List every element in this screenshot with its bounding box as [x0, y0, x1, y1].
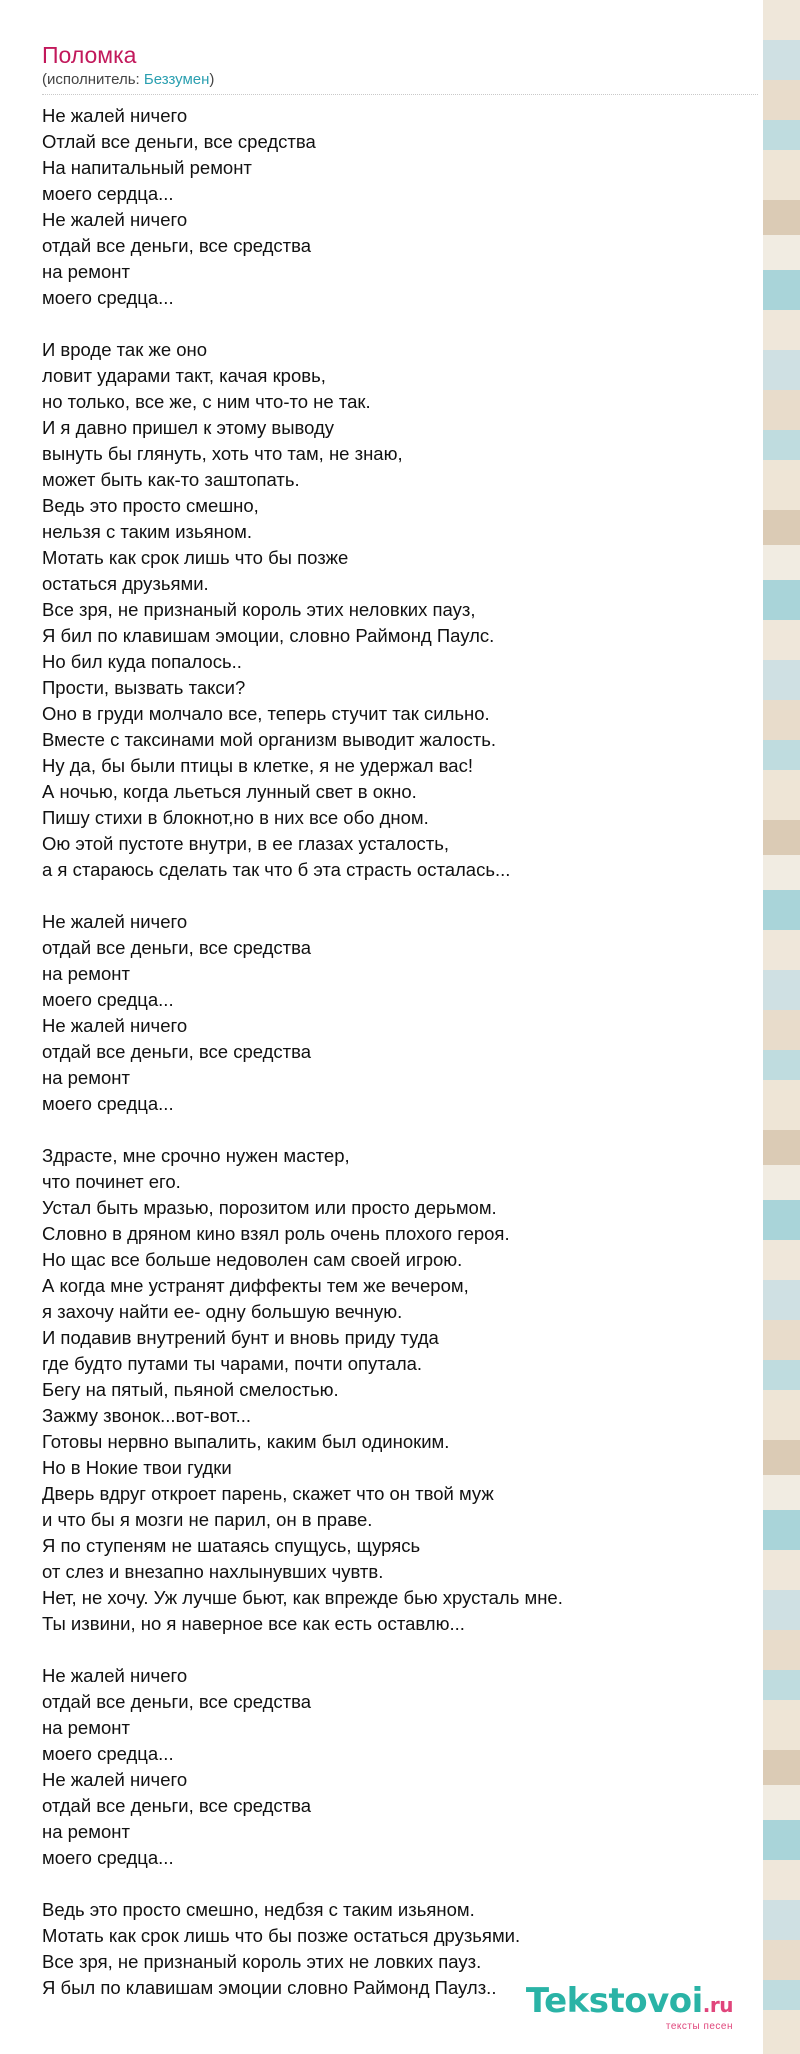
lyric-line: На напитальный ремонт	[42, 157, 252, 178]
lyric-line: моего средца...	[42, 1093, 174, 1114]
lyric-line: Не жалей ничего	[42, 209, 188, 230]
lyric-line: отдай все деньги, все средства	[42, 937, 312, 958]
lyric-line: Не жалей ничего	[42, 105, 188, 126]
artist-line	[42, 70, 758, 90]
lyric-line: Нет, не хочу. Уж лучше бьют, как впрежде бью хрусталь мне.	[42, 1587, 563, 1608]
logo-tld: .ru	[702, 1993, 733, 2017]
lyric-line: А ночью, когда льеться лунный свет в окно.	[42, 781, 417, 802]
lyric-line: отдай все деньги, все средства	[42, 1691, 312, 1712]
logo-wordmark	[526, 1983, 733, 2023]
lyric-line: Но в Нокие твои гудки	[42, 1457, 232, 1478]
lyric-line: от слез и внезапно нахлынувших чувтв.	[42, 1561, 384, 1582]
lyric-line: на ремонт	[42, 261, 130, 282]
lyric-line: Ведь это просто смешно,	[42, 495, 259, 516]
lyric-line: Мотать как срок лишь что бы позже остаться друзьями.	[42, 1925, 521, 1946]
lyric-line: вынуть бы глянуть, хоть что там, не знаю,	[42, 443, 403, 464]
lyric-line: И я давно пришел к этому выводу	[42, 417, 335, 438]
lyric-line: Не жалей ничего	[42, 1015, 188, 1036]
lyric-line: Ведь это просто смешно, недбзя с таким изьяном.	[42, 1899, 475, 1920]
lyric-line: Здрасте, мне срочно нужен мастер,	[42, 1145, 350, 1166]
lyric-line: Зажму звонок...вот-вот...	[42, 1405, 252, 1426]
lyric-line: моего средца...	[42, 1847, 174, 1868]
lyric-line: Ою этой пустоте внутри, в ее глазах усталость,	[42, 833, 449, 854]
lyric-line: на ремонт	[42, 1067, 130, 1088]
lyric-line: А когда мне устранят диффекты тем же вечером,	[42, 1275, 469, 1296]
lyric-line: Дверь вдруг откроет парень, скажет что он твой муж	[42, 1483, 494, 1504]
lyric-line: Я бил по клавишам эмоции, словно Раймонд Паулс.	[42, 625, 495, 646]
artist-prefix: (исполнитель:	[42, 71, 144, 88]
lyric-line: нельзя с таким изьяном.	[42, 521, 253, 542]
lyric-line: отдай все деньги, все средства	[42, 1041, 312, 1062]
lyric-line: Отлай все деньги, все средства	[42, 131, 316, 152]
logo-name: Tekstovoi	[525, 1981, 703, 2021]
lyric-line: моего средца...	[42, 989, 174, 1010]
lyric-line: что починет его.	[42, 1171, 181, 1192]
lyric-line: Словно в дряном кино взял роль очень плохого героя.	[42, 1223, 510, 1244]
lyric-line: на ремонт	[42, 1821, 130, 1842]
lyric-line: И вроде так же оно	[42, 339, 208, 360]
lyric-line: Ну да, бы были птицы в клетке, я не удержал вас!	[42, 755, 473, 776]
song-title: Поломка	[42, 42, 137, 68]
lyric-line: может быть как-то заштопать.	[42, 469, 300, 490]
lyric-line: Не жалей ничего	[42, 911, 188, 932]
lyric-line: и что бы я мозги не парил, он в праве.	[42, 1509, 373, 1530]
lyric-blank-line	[42, 1871, 758, 1897]
artist-suffix: )	[209, 71, 215, 88]
lyric-line: Оно в груди молчало все, теперь стучит так сильно.	[42, 703, 490, 724]
lyric-line: Все зря, не признаный король этих не ловких пауз.	[42, 1951, 482, 1972]
lyric-line: Мотать как срок лишь что бы позже	[42, 547, 349, 568]
lyric-line: И подавив внутрений бунт и вновь приду туда	[42, 1327, 439, 1348]
lyric-line: Прости, вызвать такси?	[42, 677, 246, 698]
lyric-blank-line	[42, 1117, 758, 1143]
lyric-blank-line	[42, 311, 758, 337]
lyric-line: отдай все деньги, все средства	[42, 1795, 312, 1816]
artist-link[interactable]: Беззумен	[143, 71, 210, 88]
lyric-line: Я по ступеням не шатаясь спущусь, щурясь	[42, 1535, 421, 1556]
lyric-line: Вместе с таксинами мой организм выводит жалость.	[42, 729, 497, 750]
lyric-line: моего средца...	[42, 287, 174, 308]
lyric-line: Пишу стихи в блокнот,но в них все обо дном.	[42, 807, 429, 828]
lyric-line: ловит ударами такт, качая кровь,	[42, 365, 326, 386]
logo-tagline: тексты песен	[665, 2021, 733, 2032]
lyric-line: Ты извини, но я наверное все как есть оставлю...	[42, 1613, 465, 1634]
lyric-line: Но щас все больше недоволен сам своей игрою.	[42, 1249, 463, 1270]
lyric-line: а я стараюсь сделать так что б эта страсть осталась...	[42, 859, 511, 880]
lyric-line: Я был по клавишам эмоции словно Раймонд Паулз..	[42, 1977, 497, 1998]
lyric-line: Бегу на пятый, пьяной смелостью.	[42, 1379, 339, 1400]
song-header	[42, 40, 758, 95]
lyric-line: остаться друзьями.	[42, 573, 209, 594]
lyrics-text	[42, 103, 758, 2001]
lyric-line: отдай все деньги, все средства	[42, 235, 312, 256]
site-logo[interactable]	[526, 1983, 733, 2032]
lyric-blank-line	[42, 883, 758, 909]
lyric-line: моего сердца...	[42, 183, 174, 204]
lyric-line: где будто путами ты чарами, почти опутала.	[42, 1353, 423, 1374]
lyric-line: моего средца...	[42, 1743, 174, 1764]
lyric-line: на ремонт	[42, 963, 130, 984]
lyric-line: на ремонт	[42, 1717, 130, 1738]
lyric-line: Устал быть мразью, порозитом или просто дерьмом.	[42, 1197, 497, 1218]
lyric-line: Готовы нервно выпалить, каким был одиноким.	[42, 1431, 450, 1452]
lyric-line: Все зря, не признаный король этих неловких пауз,	[42, 599, 476, 620]
lyric-line: Не жалей ничего	[42, 1665, 188, 1686]
lyric-line: я захочу найти ее- одну большую вечную.	[42, 1301, 403, 1322]
lyric-line: но только, все же, с ним что-то не так.	[42, 391, 371, 412]
lyric-line: Но бил куда попалось..	[42, 651, 242, 672]
lyric-blank-line	[42, 1637, 758, 1663]
lyric-line: Не жалей ничего	[42, 1769, 188, 1790]
